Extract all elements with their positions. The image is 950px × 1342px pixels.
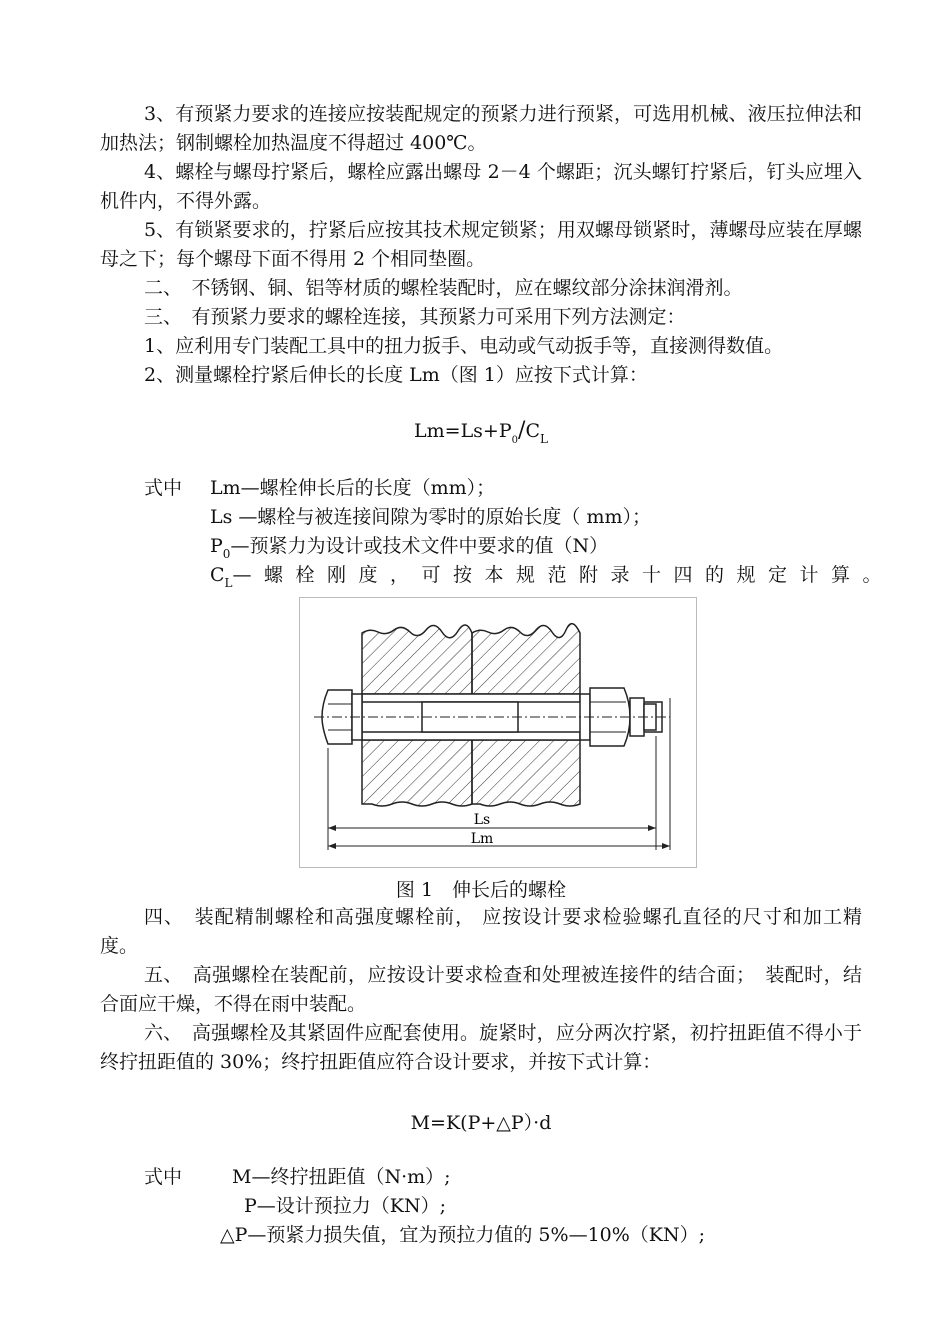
formula-elongation-c: C bbox=[525, 420, 540, 442]
paragraph-lubrication: 二、 不锈钢、铜、铝等材质的螺栓装配时，应在螺纹部分涂抹润滑剂。 bbox=[144, 277, 743, 299]
paragraph-locking: 5、有锁紧要求的，拧紧后应按其技术规定锁紧；用双螺母锁紧时，薄螺母应装在厚螺母之下；每个螺母下面不得用 2 个相同垫圈。 bbox=[100, 219, 862, 270]
where-m: M—终拧扭距值（N·m）; bbox=[232, 1166, 451, 1188]
paragraph-preload: 3、有预紧力要求的连接应按装配规定的预紧力进行预紧，可选用机械、液压拉伸法和加热法；钢制螺栓加热温度不得超过 400℃。 bbox=[100, 103, 862, 154]
formula-elongation-slash: / bbox=[518, 418, 526, 443]
formula-elongation-left: Lm=Ls+P bbox=[414, 420, 512, 442]
where-label-1: 式中 bbox=[144, 477, 183, 499]
formula-elongation-sub-l: L bbox=[540, 432, 548, 446]
where-p0-symbol: P bbox=[210, 535, 223, 557]
formula-elongation-sub-p: 0 bbox=[511, 435, 519, 446]
where-label-2: 式中 bbox=[144, 1166, 183, 1188]
formula-elongation bbox=[100, 418, 862, 446]
paragraph-precision-bolts: 四、 装配精制螺栓和高强度螺栓前， 应按设计要求检验螺孔直径的尺寸和加工精度。 bbox=[100, 906, 862, 957]
label-lm: Lm bbox=[470, 831, 494, 847]
where-delta-p: △P—预紧力损失值，宜为预拉力值的 5%—10%（KN）; bbox=[220, 1224, 706, 1246]
paragraph-preload-methods: 三、 有预紧力要求的螺栓连接，其预紧力可采用下列方法测定： bbox=[144, 306, 686, 328]
formula-torque: M=K(P+△P）·d bbox=[410, 1112, 552, 1134]
where-lm: Lm—螺栓伸长后的长度（mm）； bbox=[210, 477, 496, 499]
lower-right-plate bbox=[472, 740, 580, 806]
where-cl-sub: L bbox=[224, 576, 233, 590]
paragraph-joint-surface: 五、 高强螺栓在装配前，应按设计要求检查和处理被连接件的结合面； 装配时，结合面应干燥，不得在雨中装配。 bbox=[100, 964, 862, 1015]
upper-left-plate bbox=[362, 625, 472, 694]
lower-left-plate bbox=[362, 740, 472, 806]
label-ls: Ls bbox=[473, 812, 491, 828]
where-p0-text: —预紧力为设计或技术文件中要求的值（N） bbox=[230, 535, 609, 557]
figure-caption: 图 1 伸长后的螺栓 bbox=[395, 879, 567, 901]
bolt-diagram bbox=[300, 598, 696, 867]
figure-bolt bbox=[299, 597, 697, 868]
paragraph-method-1: 1、应利用专门装配工具中的扭力扳手、电动或气动扳手等，直接测得数值。 bbox=[144, 335, 784, 357]
where-p0-sub: 0 bbox=[222, 547, 231, 561]
paragraph-torque: 六、 高强螺栓及其紧固件应配套使用。旋紧时，应分两次拧紧，初拧扭距值不得小于终拧扭距值的 30%；终拧扭距值应符合设计要求，并按下式计算： bbox=[100, 1022, 862, 1073]
where-ls: Ls —螺栓与被连接间隙为零时的原始长度（ mm）； bbox=[210, 506, 651, 528]
paragraph-thread-exposure: 4、螺栓与螺母拧紧后，螺栓应露出螺母 2－4 个螺距；沉头螺钉拧紧后，钉头应埋入机件内，不得外露。 bbox=[100, 161, 862, 212]
where-cl-symbol: C bbox=[210, 564, 225, 586]
upper-right-plate bbox=[472, 624, 580, 694]
where-cl-text: —螺栓刚度，可按本规范附录十四的规定计算。 bbox=[232, 564, 895, 586]
where-cl bbox=[210, 561, 894, 598]
paragraph-method-2: 2、测量螺栓拧紧后伸长的长度 Lm（图 1）应按下式计算： bbox=[144, 364, 648, 386]
where-p: P—设计预拉力（KN）; bbox=[244, 1195, 447, 1217]
